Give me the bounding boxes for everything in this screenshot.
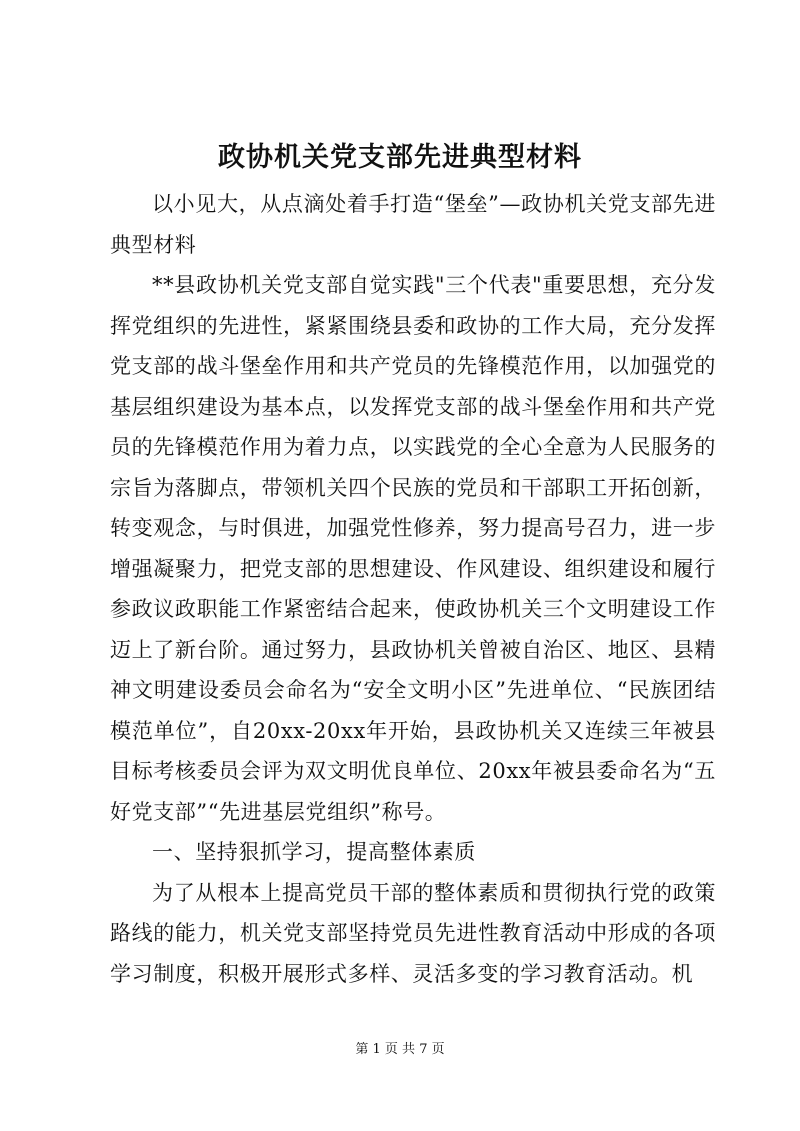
body-paragraph: 为了从根本上提高党员干部的整体素质和贯彻执行党的政策路线的能力，机关党支部坚持党员先进性教育活动中形成的各项学习制度，积极开展形式多样、灵活多变的学习教育活动。机: [110, 880, 716, 986]
subtitle-paragraph: 以小见大，从点滴处着手打造“堡垒”—政协机关党支部先进典型材料: [110, 192, 716, 257]
page-footer: 第 1 页 共 7 页: [355, 1042, 445, 1057]
section-heading: 一、坚持狠抓学习，提高整体素质: [152, 840, 476, 864]
body-paragraph: **县政协机关党支部自觉实践"三个代表"重要思想，充分发挥党组织的先进性，紧紧围绕县委和政协的工作大局，充分发挥党支部的战斗堡垒作用和共产党员的先锋模范作用，以加强党的基层组织建设为基本点，以发挥党支部的战斗堡垒作用和共产党员的先锋模范作用为着力点，以实践党的全心全意为人民服务的宗旨为落脚点，带领机关四个民族的党员和干部职工开拓创新，转变观念，与时俱进，加强党性修养，努力提高号召力，进一步增强凝聚力，把党支部的思想建设、作风建设、组织建设和履行参政议政职能工作紧密结合起来，使政协机关三个文明建设工作迈上了新台阶。通过努力，县政协机关曾被自治区、地区、县精神文明建设委员会命名为“安全文明小区”先进单位、“民族团结模范单位”，自20xx-20xx年开始，县政协机关又连续三年被县目标考核委员会评为双文明优良单位、20xx年被县委命名为“五好党支部”“先进基层党组织”称号。: [110, 273, 716, 824]
document-title: 政协机关党支部先进典型材料: [218, 142, 582, 173]
document-body: [110, 184, 716, 994]
